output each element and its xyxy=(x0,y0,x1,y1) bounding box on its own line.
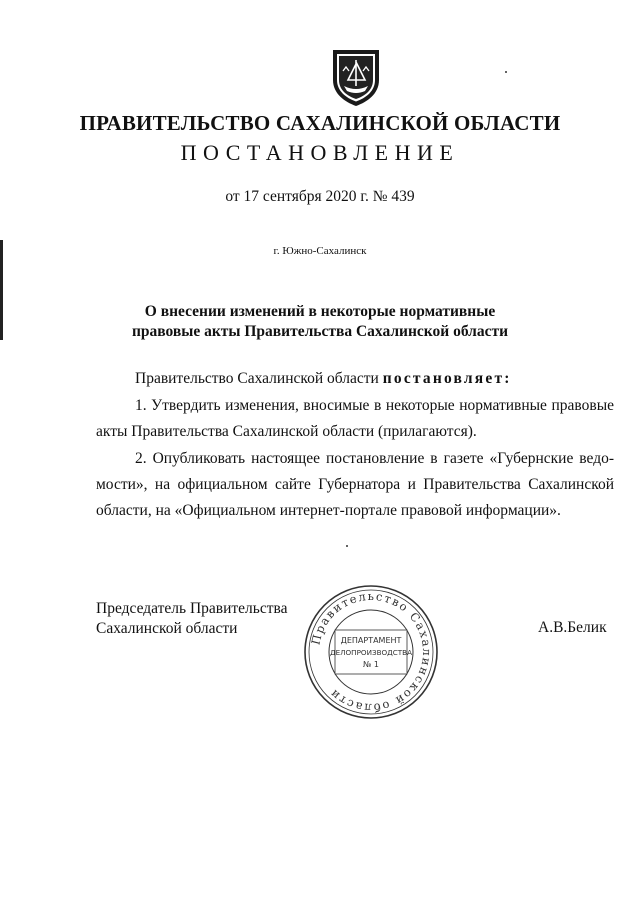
subject-line-1: О внесении изменений в некоторые нормативные xyxy=(144,303,496,320)
document-city: г. Южно-Сахалинск xyxy=(273,245,367,257)
signatory-position xyxy=(96,599,288,639)
official-stamp xyxy=(302,583,440,721)
document-date-number: от 17 сентября 2020 г. № 439 xyxy=(225,188,415,205)
scan-speck xyxy=(505,71,507,73)
government-title: ПРАВИТЕЛЬСТВО САХАЛИНСКОЙ ОБЛАСТИ xyxy=(79,111,561,135)
preamble-prefix: Правительство Сахалинской области xyxy=(135,370,383,387)
stamp-ring-text: Правительство Сахалинской области xyxy=(308,588,435,716)
preamble xyxy=(135,370,512,388)
item-2-line-2: мости», на официальном сайте Губернатора и Правительства Сахалинской xyxy=(96,476,614,493)
signatory-position-line-1: Председатель Правительства xyxy=(96,600,288,617)
document-subject xyxy=(0,302,640,342)
preamble-verb: постановляет: xyxy=(382,370,512,387)
scan-edge-mark xyxy=(0,240,3,340)
document-type: ПОСТАНОВЛЕНИЕ xyxy=(180,140,460,165)
item-1-line-1: 1. Утвердить изменения, вносимые в некоторые нормативные правовые xyxy=(135,397,614,414)
item-1-line-2: акты Правительства Сахалинской области (прилагаются). xyxy=(96,423,477,440)
scan-speck xyxy=(346,545,348,547)
signatory-name: А.В.Белик xyxy=(538,619,607,636)
sakhalin-coat-of-arms-icon xyxy=(329,46,383,108)
stamp-center-line-2: ДЕЛОПРОИЗВОДСТВА xyxy=(329,648,413,657)
subject-line-2: правовые акты Правительства Сахалинской области xyxy=(131,323,509,340)
item-2-line-3: области, на «Официальном интернет-портале правовой информации». xyxy=(96,502,561,519)
stamp-center-line-1: ДЕПАРТАМЕНТ xyxy=(340,636,402,645)
stamp-center-line-3: № 1 xyxy=(363,660,379,669)
item-2-line-1: 2. Опубликовать настоящее постановление в газете «Губернские ведо- xyxy=(135,450,614,467)
signatory-position-line-2: Сахалинской области xyxy=(96,620,238,637)
